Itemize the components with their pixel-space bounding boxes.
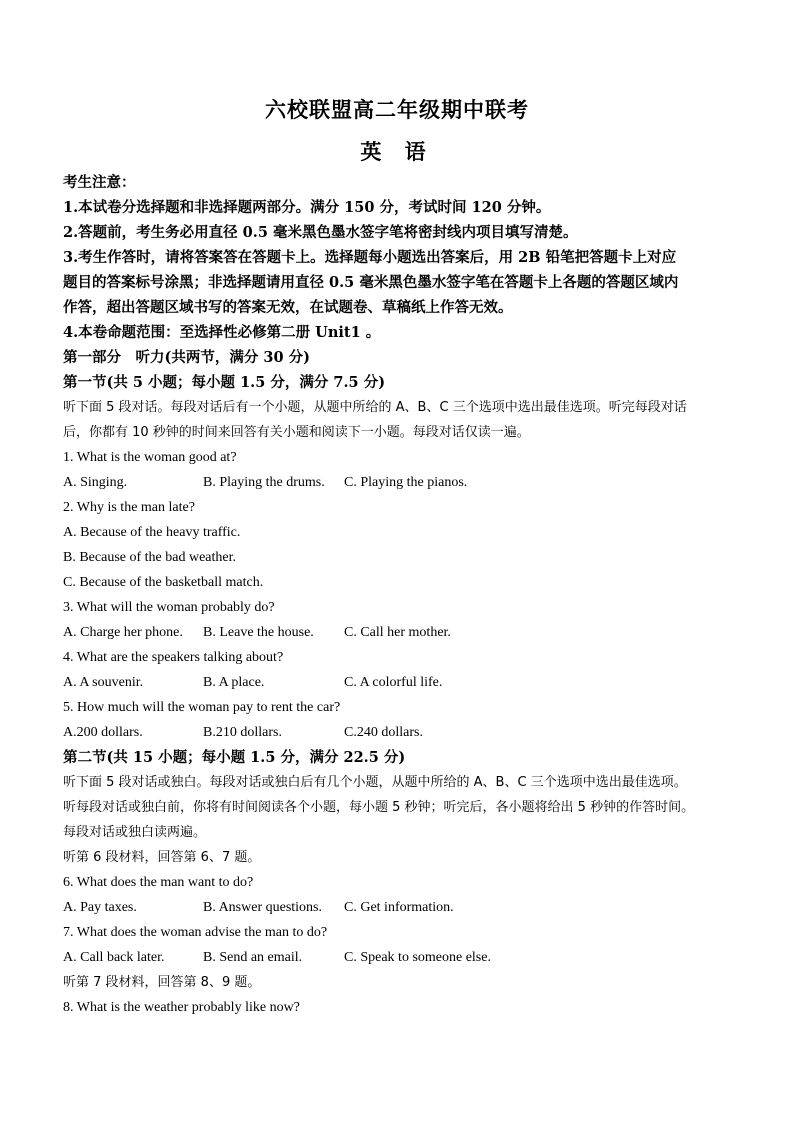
question-stem: 5. How much will the woman pay to rent the car? (63, 700, 341, 715)
option-b: B.210 dollars. (203, 725, 282, 740)
section2-heading: 第二节(共 15 小题；每小题 1.5 分，满分 22.5 分) (63, 749, 406, 766)
option-c: C. Call her mother. (344, 625, 451, 640)
option-b: B. A place. (203, 675, 265, 690)
section1-heading: 第一节(共 5 小题；每小题 1.5 分，满分 7.5 分) (63, 374, 386, 391)
option-c: C. Get information. (344, 900, 454, 915)
option-b: B. Send an email. (203, 950, 303, 965)
option-a: A. A souvenir. (63, 675, 144, 690)
option-c: C.240 dollars. (344, 725, 423, 740)
option-c: C. A colorful life. (344, 675, 443, 690)
option-b: B. Answer questions. (203, 900, 322, 915)
notice-item: 2.答题前，考生务必用直径 0.5 毫米黑色墨水签字笔将密封线内项目填写清楚。 (63, 224, 578, 241)
option-a: A. Because of the heavy traffic. (63, 525, 241, 540)
question-stem: 8. What is the weather probably like now? (63, 1000, 300, 1015)
question-stem: 6. What does the man want to do? (63, 875, 254, 890)
material-note: 听第 7 段材料，回答第 8、9 题。 (63, 975, 261, 990)
option-a: A. Call back later. (63, 950, 165, 965)
notice-item: 4.本卷命题范围：至选择性必修第二册 Unit1 。 (63, 324, 381, 341)
option-a: A. Singing. (63, 475, 128, 490)
section1-instructions: 听下面 5 段对话。每段对话后有一个小题，从题中所给的 A、B、C 三个选项中选出最佳选项。听完每段对话 (63, 400, 687, 415)
question-stem: 2. Why is the man late? (63, 500, 195, 515)
question-stem: 1. What is the woman good at? (63, 450, 237, 465)
option-c: C. Speak to someone else. (344, 950, 491, 965)
option-a: A.200 dollars. (63, 725, 143, 740)
notice-item: 1.本试卷分选择题和非选择题两部分。满分 150 分，考试时间 120 分钟。 (63, 199, 551, 216)
option-a: A. Pay taxes. (63, 900, 137, 915)
question-stem: 4. What are the speakers talking about? (63, 650, 284, 665)
option-b: B. Because of the bad weather. (63, 550, 236, 565)
option-b: B. Playing the drums. (203, 475, 325, 490)
notice-item: 题目的答案标号涂黑；非选择题请用直径 0.5 毫米黑色墨水签字笔在答题卡上各题的答题区域内 (63, 274, 679, 291)
question-stem: 7. What does the woman advise the man to do? (63, 925, 328, 940)
option-b: B. Leave the house. (203, 625, 314, 640)
material-note: 听第 6 段材料，回答第 6、7 题。 (63, 850, 261, 865)
notice-heading: 考生注意： (63, 174, 136, 191)
option-a: A. Charge her phone. (63, 625, 183, 640)
subject-title: 英 语 (360, 139, 434, 164)
section1-instructions: 后，你都有 10 秒钟的时间来回答有关小题和阅读下一小题。每段对话仅读一遍。 (63, 425, 530, 440)
notice-item: 作答，超出答题区域书写的答案无效，在试题卷、草稿纸上作答无效。 (63, 299, 513, 316)
section2-instructions: 每段对话或独白读两遍。 (63, 825, 207, 840)
section2-instructions: 听每段对话或独白前，你将有时间阅读各个小题，每小题 5 秒钟；听完后，各小题将给出 5 秒钟的作答时间。 (63, 800, 695, 815)
notice-item: 3.考生作答时，请将答案答在答题卡上。选择题每小题选出答案后，用 2B 铅笔把答题卡上对应 (63, 249, 677, 266)
option-c: C. Playing the pianos. (344, 475, 468, 490)
part1-heading: 第一部分 听力(共两节，满分 30 分) (63, 349, 310, 366)
question-stem: 3. What will the woman probably do? (63, 600, 275, 615)
exam-title: 六校联盟高二年级期中联考 (265, 97, 529, 122)
option-c: C. Because of the basketball match. (63, 575, 264, 590)
section2-instructions: 听下面 5 段对话或独白。每段对话或独白后有几个小题，从题中所给的 A、B、C 三个选项中选出最佳选项。 (63, 775, 687, 790)
